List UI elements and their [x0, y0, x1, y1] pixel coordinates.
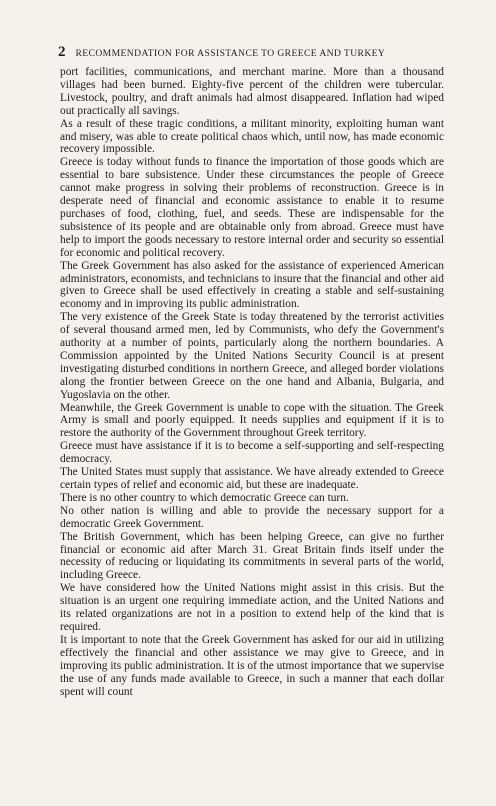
page-number: 2 — [58, 44, 66, 60]
page-header — [58, 44, 448, 60]
paragraph: No other nation is willing and able to provide the necessary support for a democratic Greek Government. — [60, 504, 444, 530]
paragraph: The very existence of the Greek State is today threatened by the terrorist activities of several thousand armed men, led by Communists, who defy the Government's authority at a number of points, particularly along the northern boundaries. A Commission appointed by the United Nations Security Council is at present investigating disturbed conditions in northern Greece, and alleged border violations along the frontier between Greece on the one hand and Albania, Bulgaria, and Yugoslavia on the other. — [60, 311, 444, 401]
paragraph: It is important to note that the Greek Government has asked for our aid in utilizing effectively the financial and other assistance we may give to Greece, and in improving its public administration. It is of the utmost importance that we supervise the use of any funds made available to Greece, in such a manner that each dollar spent will count — [60, 633, 444, 698]
body-text — [60, 66, 444, 698]
paragraph: We have considered how the United Nations might assist in this crisis. But the situation is an urgent one requiring immediate action, and the United Nations and its related organizations are not in a position to extend help of the kind that is required. — [60, 582, 444, 633]
paragraph: Greece must have assistance if it is to become a self-supporting and self-respecting democracy. — [60, 440, 444, 466]
paragraph: Greece is today without funds to finance the importation of those goods which are essential to bare subsistence. Under these circumstances the people of Greece cannot make progress in solving their problems of reconstruction. Greece is in desperate need of financial and economic assistance to enable it to resume purchases of food, clothing, fuel, and seeds. These are indispensable for the subsistence of its people and are obtainable only from abroad. Greece must have help to import the goods necessary to restore internal order and security so essential for economic and political recovery. — [60, 156, 444, 259]
paragraph: The British Government, which has been helping Greece, can give no further financial or economic aid after March 31. Great Britain finds itself under the necessity of reducing or liquidating its commitments in several parts of the world, including Greece. — [60, 530, 444, 582]
paragraph: The Greek Government has also asked for the assistance of experienced American administrators, economists, and technicians to insure that the financial and other aid given to Greece shall be used effectively in creating a stable and self-sustaining economy and in improving its public administration. — [60, 259, 444, 311]
paragraph: As a result of these tragic conditions, a militant minority, exploiting human want and misery, was able to create political chaos which, until now, has made economic recovery impossible. — [60, 117, 444, 156]
paragraph: port facilities, communications, and merchant marine. More than a thousand villages had been burned. Eighty-five percent of the children were tubercular. Livestock, poultry, and draft animals had almost disappeared. Inflation had wiped out practically all savings. — [60, 66, 444, 117]
paragraph: Meanwhile, the Greek Government is unable to cope with the situation. The Greek Army is small and poorly equipped. It needs supplies and equipment if it is to restore the authority of the Government throughout Greek territory. — [60, 401, 444, 440]
paragraph: The United States must supply that assistance. We have already extended to Greece certain types of relief and economic aid, but these are inadequate. — [60, 466, 444, 491]
paragraph: There is no other country to which democratic Greece can turn. — [60, 491, 349, 504]
running-title: RECOMMENDATION FOR ASSISTANCE TO GREECE AND TURKEY — [75, 48, 386, 59]
